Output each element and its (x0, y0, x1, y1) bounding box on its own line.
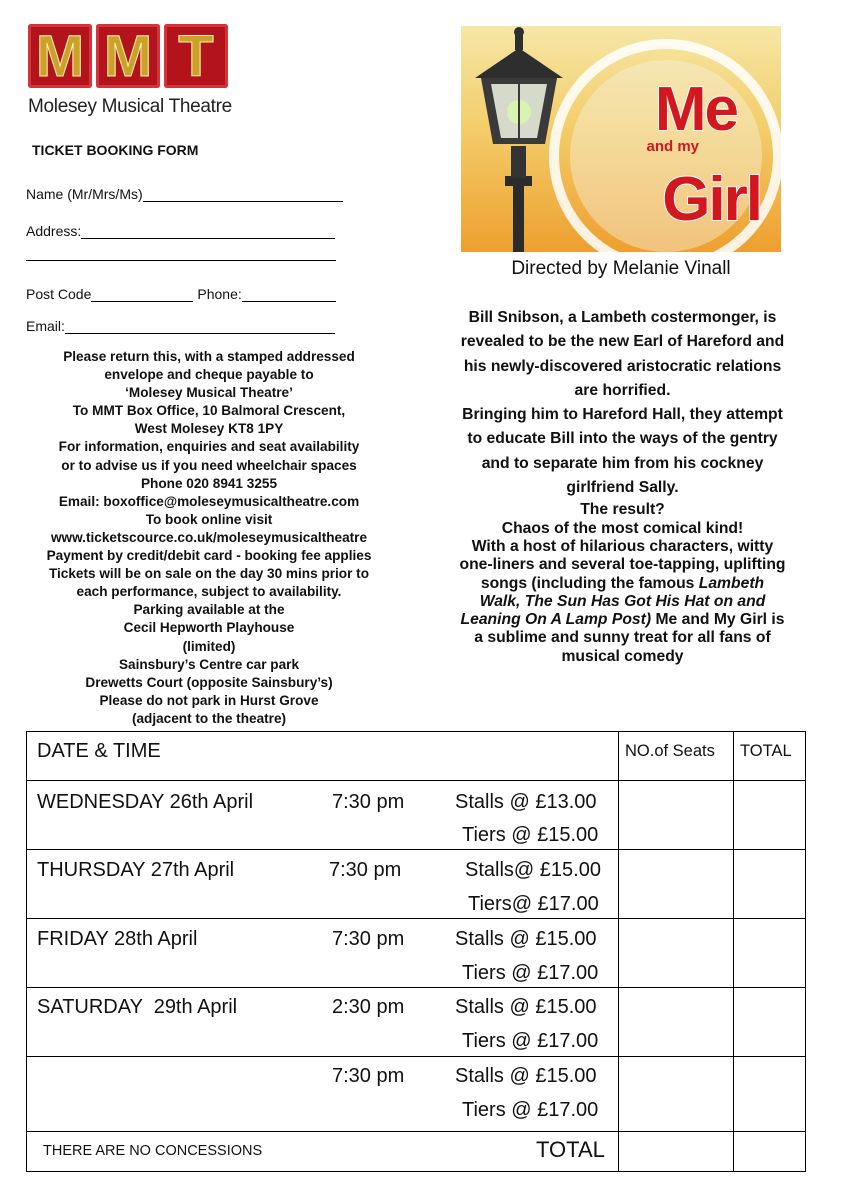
grand-total-label: TOTAL (536, 1137, 605, 1162)
grand-total-input[interactable] (735, 1133, 805, 1171)
address-label: Address: (26, 223, 82, 239)
poster-title-and-my: and my (646, 138, 699, 155)
synopsis-line: Chaos of the most comical kind! (501, 519, 744, 537)
info-line: To MMT Box Office, 10 Balmoral Crescent, (72, 403, 346, 419)
row-divider (27, 1056, 805, 1057)
address-field[interactable] (26, 223, 335, 239)
info-line: West Molesey KT8 1PY (134, 421, 284, 437)
info-line: each performance, subject to availability. (76, 584, 342, 600)
email-label: Email: (26, 318, 65, 334)
total-input-sat-matinee[interactable] (735, 989, 805, 1055)
info-line: Cecil Hepworth Playhouse (123, 620, 295, 636)
info-line: Email: boxoffice@moleseymusicaltheatre.com (58, 493, 360, 509)
tiers-price: Tiers @ £15.00 (462, 824, 599, 846)
row-divider (27, 987, 805, 988)
song-title: Walk, The Sun Has Got His Hat on and (479, 592, 766, 610)
performance-date: SATURDAY 29th April (37, 996, 238, 1018)
synopsis-text: Me and My Girl is (651, 611, 785, 629)
total-input-fri[interactable] (735, 920, 805, 986)
total-input-sat-evening[interactable] (735, 1058, 805, 1130)
seats-input-sat-matinee[interactable] (620, 989, 732, 1055)
grand-total-seats-input[interactable] (620, 1133, 732, 1171)
mmt-logo (28, 24, 238, 124)
synopsis-line: one-liners and several toe-tapping, uplifting (459, 556, 786, 574)
logo-letter-text: T (178, 24, 214, 88)
seats-input-sat-evening[interactable] (620, 1058, 732, 1130)
tiers-price: Tiers @ £17.00 (462, 1030, 599, 1052)
info-line: www.ticketscource.co.uk/moleseymusicaltheatre (50, 529, 368, 545)
performance-time: 7:30 pm (332, 928, 405, 950)
synopsis-line (425, 611, 820, 629)
header-no-of-seats: NO.of Seats (625, 742, 715, 760)
info-line: Drewetts Court (opposite Sainsbury’s) (85, 674, 333, 690)
info-line: Payment by credit/debit card - booking fee applies (46, 548, 372, 564)
stalls-price: Stalls @ £13.00 (455, 791, 597, 813)
poster-title-me: Me (654, 75, 737, 144)
total-input-wed[interactable] (735, 782, 805, 848)
phone-input-line[interactable] (242, 287, 336, 302)
column-divider (618, 732, 619, 1171)
info-line: Please return this, with a stamped addressed (63, 349, 355, 364)
info-line: Tickets will be on sale on the day 30 mins prior to (48, 566, 370, 582)
address-input-line[interactable] (81, 224, 335, 239)
logo-letter-m1 (28, 24, 92, 88)
postcode-input-line[interactable] (91, 287, 193, 302)
booking-info (18, 348, 400, 728)
form-title: TICKET BOOKING FORM (32, 142, 199, 158)
synopsis-text: songs (including the famous (480, 574, 699, 592)
postcode-phone-field[interactable] (26, 286, 336, 302)
column-divider (733, 732, 734, 1171)
info-line: ‘Molesey Musical Theatre’ (125, 385, 293, 401)
email-input-line[interactable] (65, 319, 335, 334)
info-line: (adjacent to the theatre) (131, 710, 287, 726)
tiers-price: Tiers @ £17.00 (462, 962, 599, 984)
stalls-price: Stalls@ £15.00 (465, 859, 601, 881)
logo-letter-text: M (35, 24, 85, 88)
info-line: Phone 020 8941 3255 (140, 475, 278, 491)
synopsis-line: his newly-discovered aristocratic relations (463, 357, 782, 375)
director-credit: Directed by Melanie Vinall (511, 258, 731, 279)
info-line: (limited) (182, 638, 236, 654)
info-line: Parking available at the (133, 602, 285, 618)
row-divider (27, 780, 805, 781)
song-title: Leaning On A Lamp Post) (460, 611, 652, 629)
synopsis-line: With a host of hilarious characters, witty (471, 537, 774, 555)
song-title: Lambeth (698, 574, 765, 592)
address-line-2[interactable] (26, 260, 336, 261)
show-synopsis (425, 306, 820, 666)
synopsis-line: girlfriend Sally. (566, 479, 679, 497)
seats-input-wed[interactable] (620, 782, 732, 848)
synopsis-line: musical comedy (561, 647, 684, 665)
tiers-price: Tiers @ £17.00 (462, 1099, 599, 1121)
info-line: envelope and cheque payable to (104, 367, 314, 383)
name-label: Name (Mr/Mrs/Ms) (26, 186, 143, 202)
info-line: To book online visit (145, 511, 273, 527)
synopsis-line: and to separate him from his cockney (481, 454, 764, 472)
performance-time: 7:30 pm (332, 791, 405, 813)
row-divider (27, 918, 805, 919)
ticket-table (26, 731, 806, 1172)
tiers-price: Tiers@ £17.00 (468, 893, 599, 915)
no-concessions-note: THERE ARE NO CONCESSIONS (43, 1143, 263, 1159)
stalls-price: Stalls @ £15.00 (455, 928, 597, 950)
performance-date: FRIDAY 28th April (37, 928, 198, 950)
logo-letter-text: M (103, 24, 153, 88)
info-line: Sainsbury’s Centre car park (118, 656, 300, 672)
performance-time: 7:30 pm (332, 1065, 405, 1087)
phone-label: Phone: (197, 286, 242, 302)
logo-letter-t (164, 24, 228, 88)
synopsis-line: are horrified. (574, 381, 671, 399)
postcode-label: Post Code (26, 286, 92, 302)
email-field[interactable] (26, 318, 335, 334)
name-input-line[interactable] (143, 187, 343, 202)
performance-date: WEDNESDAY 26th April (37, 791, 254, 813)
performance-date: THURSDAY 27th April (37, 859, 235, 881)
info-line: or to advise us if you need wheelchair spaces (61, 457, 357, 473)
stalls-price: Stalls @ £15.00 (455, 1065, 597, 1087)
synopsis-line: The result? (580, 501, 665, 519)
info-line: Please do not park in Hurst Grove (99, 692, 319, 708)
logo-letter-m2 (96, 24, 160, 88)
header-total: TOTAL (740, 742, 792, 760)
name-field[interactable] (26, 186, 343, 202)
synopsis-line: Bringing him to Hareford Hall, they attempt (462, 406, 783, 424)
total-input-thu[interactable] (735, 851, 805, 917)
logo-subtitle: Molesey Musical Theatre (28, 96, 232, 117)
poster-title-girl: Girl (662, 165, 761, 234)
synopsis-line: a sublime and sunny treat for all fans of (474, 629, 771, 647)
row-divider (27, 849, 805, 850)
synopsis-line (425, 593, 820, 611)
performance-time: 7:30 pm (329, 859, 402, 881)
performance-time: 2:30 pm (332, 996, 405, 1018)
row-divider (27, 1131, 805, 1132)
synopsis-line: Bill Snibson, a Lambeth costermonger, is (468, 309, 777, 326)
info-line: For information, enquiries and seat availability (58, 439, 360, 455)
synopsis-line (425, 575, 820, 593)
seats-input-thu[interactable] (620, 851, 732, 917)
seats-input-fri[interactable] (620, 920, 732, 986)
header-date-time: DATE & TIME (37, 740, 161, 762)
synopsis-line: revealed to be the new Earl of Hareford and (460, 333, 785, 351)
synopsis-line: to educate Bill into the ways of the gentry (467, 430, 778, 448)
stalls-price: Stalls @ £15.00 (455, 996, 597, 1018)
show-poster (461, 26, 781, 252)
